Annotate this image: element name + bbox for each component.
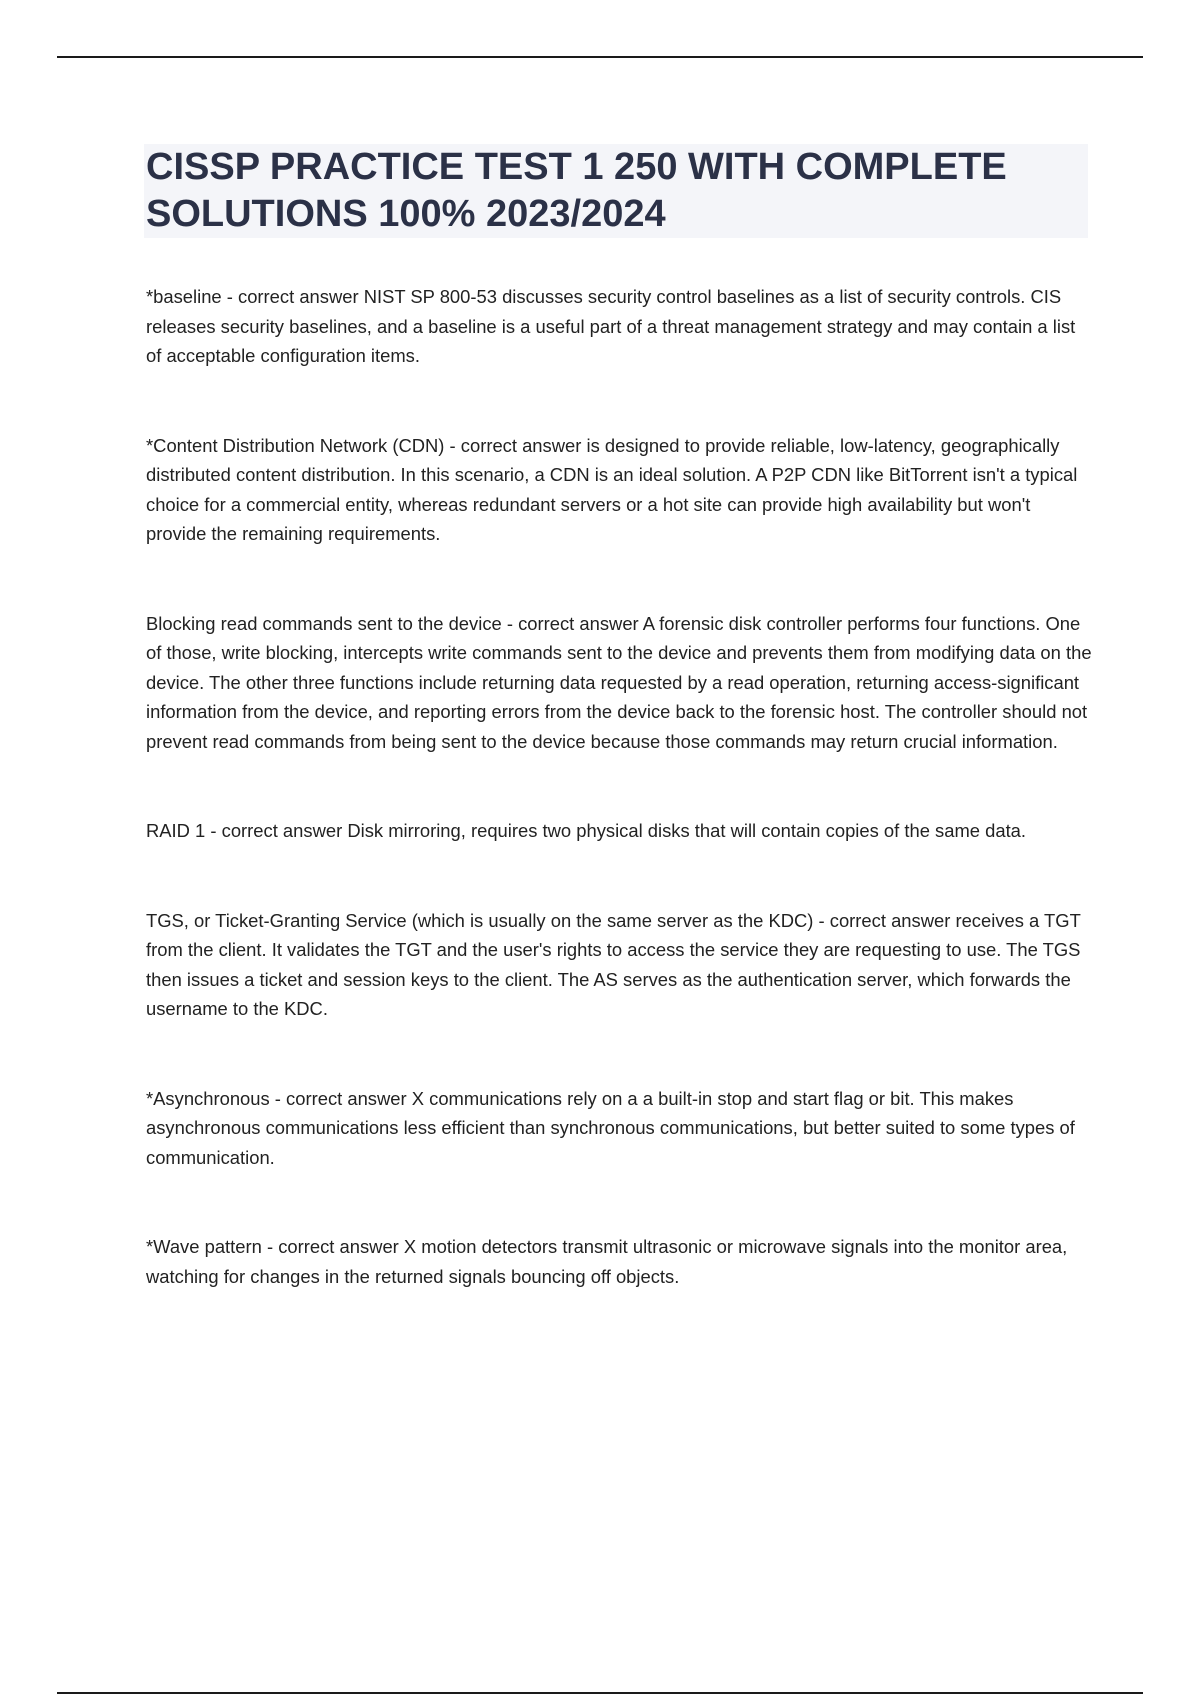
qa-entry-cdn: *Content Distribution Network (CDN) - correct answer is designed to provide reliable, low-latency, geographically distributed content distribution. In this scenario, a CDN is an ideal solution. A P2P CDN like BitTorrent isn't a typical choice for a commercial entity, whereas redundant servers or a hot site can provide high availability but won't provide the remaining requirements. [146,434,1078,544]
document-title: CISSP PRACTICE TEST 1 250 WITH COMPLETE SOLUTIONS 100% 2023/2024 [146,146,1007,235]
title-banner [144,144,1088,238]
bottom-divider [57,1692,1143,1694]
qa-entries [146,282,1092,1291]
qa-entry-tgs: TGS, or Ticket-Granting Service (which is usually on the same server as the KDC) - correct answer receives a TGT from the client. It validates the TGT and the user's rights to access the service they are requesting to use. The TGS then issues a ticket and session keys to the client. The AS serves as the authentication server, which forwards the username to the KDC. [146,909,1081,1019]
top-divider [57,56,1143,58]
qa-entry-asynchronous: *Asynchronous - correct answer X communications rely on a a built-in stop and start flag or bit. This makes asynchronous communications less efficient than synchronous communications, but better suited to some types of communication. [146,1087,1075,1168]
qa-entry-forensic-controller: Blocking read commands sent to the device - correct answer A forensic disk controller performs four functions. One of those, write blocking, intercepts write commands sent to the device and prevents them from modifying data on the device. The other three functions include returning data requested by a read operation, returning access-significant information from the device, and reporting errors from the device back to the forensic host. The controller should not prevent read commands from being sent to the device because those commands may return crucial information. [146,612,1092,752]
qa-entry-wave-pattern: *Wave pattern - correct answer X motion detectors transmit ultrasonic or microwave signals into the monitor area, watching for changes in the returned signals bouncing off objects. [146,1236,1068,1287]
qa-entry-baseline: *baseline - correct answer NIST SP 800-53 discusses security control baselines as a list of security controls. CIS releases security baselines, and a baseline is a useful part of a threat management strategy and may contain a list of acceptable configuration items. [146,286,1076,366]
qa-entry-raid1: RAID 1 - correct answer Disk mirroring, requires two physical disks that will contain copies of the same data. [146,820,1027,841]
